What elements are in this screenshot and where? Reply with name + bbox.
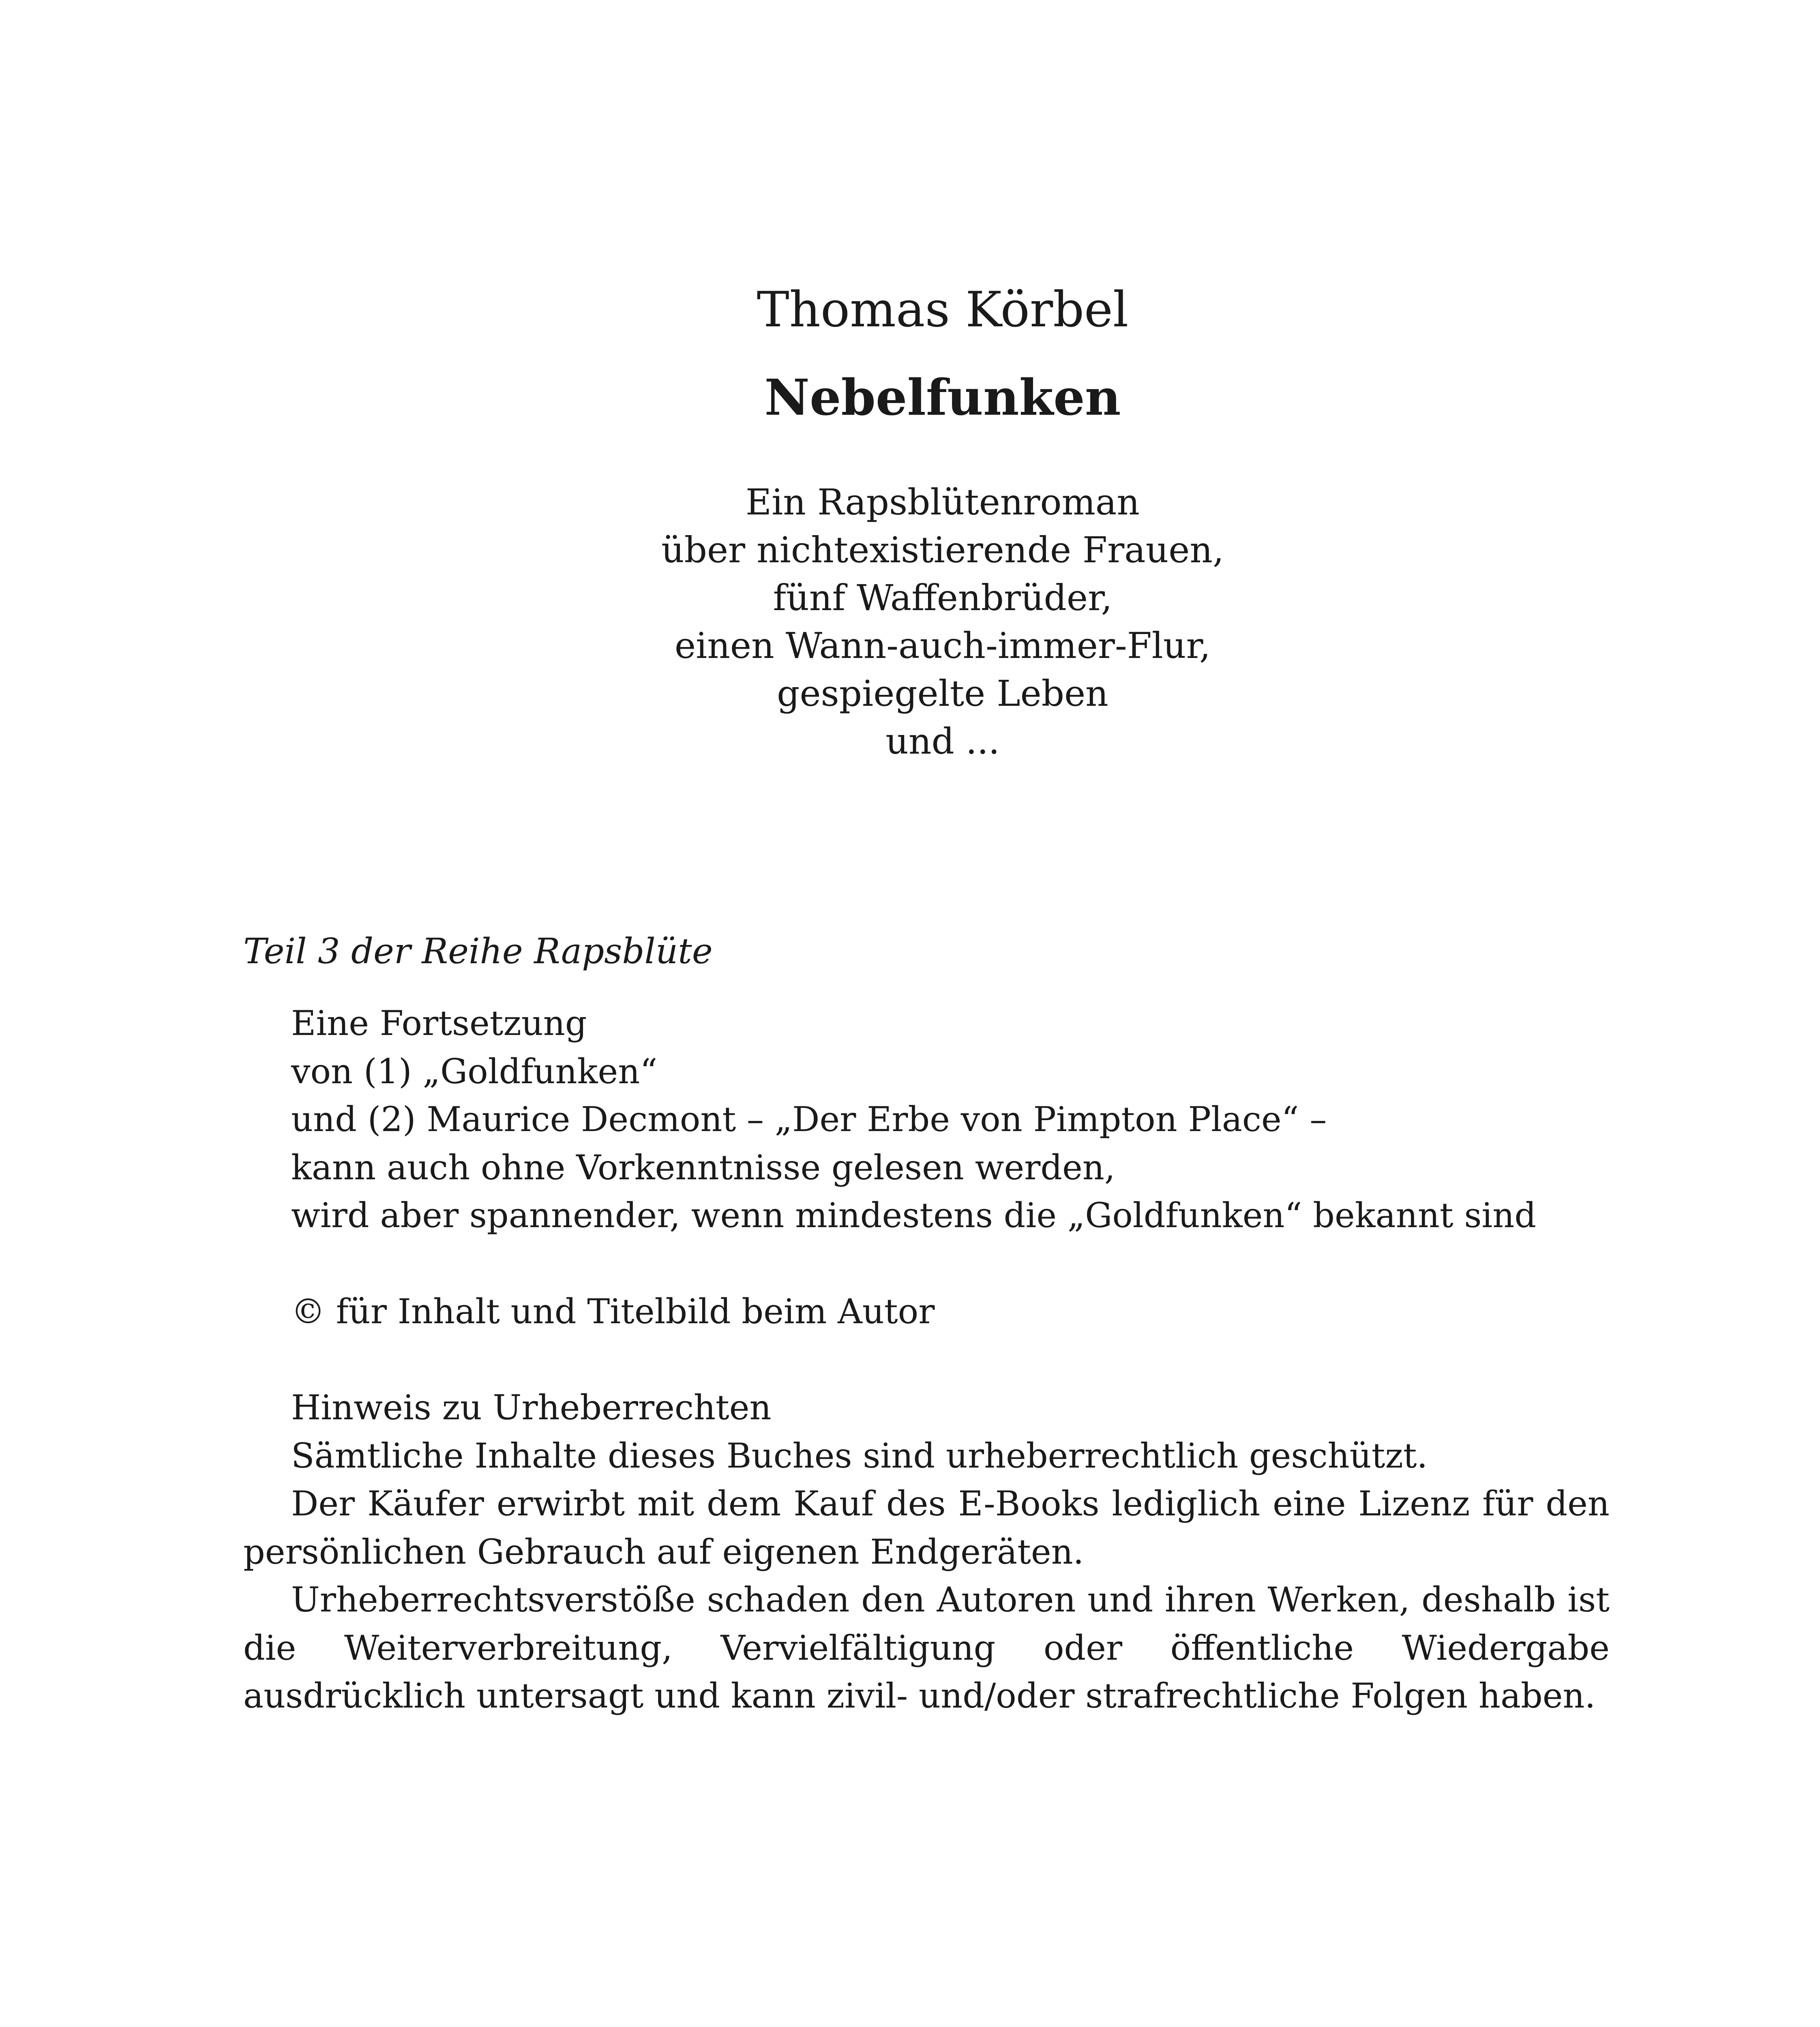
copyright-line: © für Inhalt und Titelbild beim Autor: [291, 1292, 935, 1331]
notice-paragraph: Der Käufer erwirbt mit dem Kauf des E-Books lediglich eine Lizenz für den persönlichen Gebrauch auf eigenen Endgeräten.: [243, 1484, 1610, 1572]
continuation-block: [243, 999, 1610, 1720]
continuation-line: wird aber spannender, wenn mindestens die „Goldfunken“ bekannt sind: [291, 1196, 1537, 1235]
continuation-line: Eine Fortsetzung: [291, 1003, 587, 1043]
subtitle-line: gespiegelte Leben: [777, 673, 1108, 714]
paragraph-spacer: [243, 1336, 1610, 1384]
subtitle-line: Ein Rapsblütenroman: [745, 481, 1140, 523]
subtitle-line: über nichtexistierende Frauen,: [661, 529, 1224, 571]
notice-heading: Hinweis zu Urheberrechten: [291, 1388, 772, 1427]
subtitle-line: fünf Waffenbrüder,: [773, 577, 1113, 619]
author-name: Thomas Körbel: [757, 282, 1129, 338]
subtitle-line: und ...: [885, 720, 1000, 762]
notice-line: Sämtliche Inhalte dieses Buches sind urheberrechtlich geschützt.: [291, 1436, 1428, 1476]
series-label: Teil 3 der Reihe Rapsblüte: [243, 931, 713, 972]
subtitle-line: einen Wann-auch-immer-Flur,: [675, 625, 1211, 666]
notice-paragraph: Urheberrechtsverstöße schaden den Autoren und ihren Werken, deshalb ist die Weiterverbreitung, Vervielfältigung oder öffentliche Wiedergabe ausdrücklich untersagt und kann zivil- und/oder strafrechtliche Folgen haben.: [243, 1580, 1610, 1716]
book-title: Nebelfunken: [764, 368, 1121, 426]
paragraph-spacer: [243, 1240, 1610, 1288]
subtitle-block: [527, 478, 1358, 765]
continuation-line: und (2) Maurice Decmont – „Der Erbe von Pimpton Place“ –: [291, 1099, 1327, 1139]
continuation-line: von (1) „Goldfunken“: [291, 1051, 658, 1091]
continuation-line: kann auch ohne Vorkenntnisse gelesen werden,: [291, 1147, 1115, 1187]
